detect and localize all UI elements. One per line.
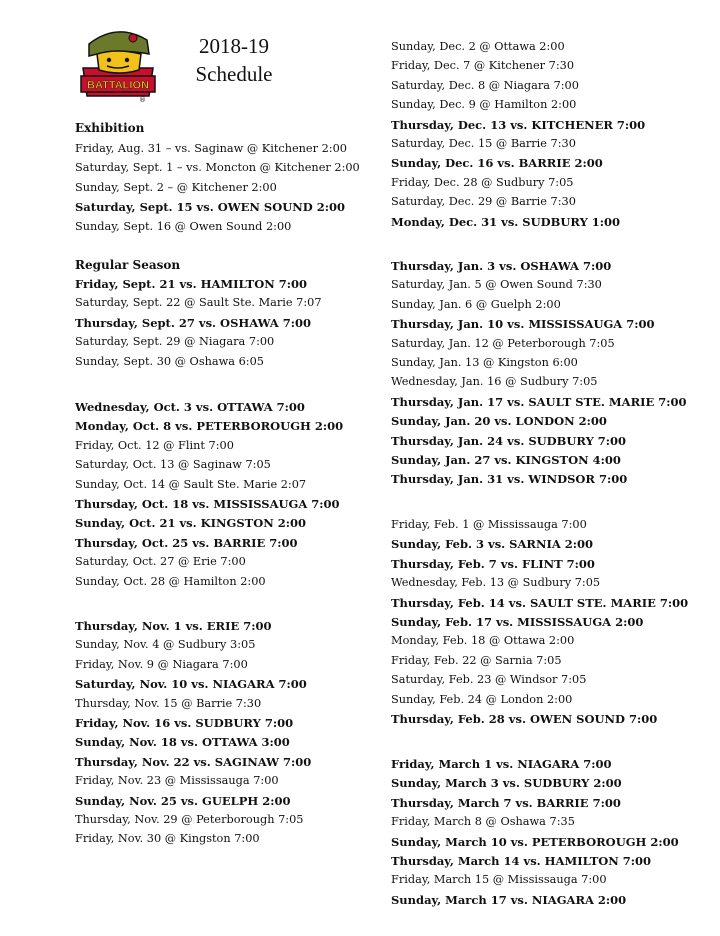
away-game-entry: Saturday, Dec. 8 @ Niagara 7:00: [391, 78, 579, 92]
home-game-entry: Monday, Dec. 31 vs. SUDBURY 1:00: [391, 214, 621, 229]
away-game-entry: Monday, Feb. 18 @ Ottawa 2:00: [391, 634, 575, 648]
home-game-entry: Friday, Sept. 21 vs. HAMILTON 7:00: [75, 277, 308, 291]
home-game-entry: Thursday, Oct. 25 vs. BARRIE 7:00: [75, 535, 298, 550]
away-game-entry: Friday, Aug. 31 – vs. Saginaw @ Kitchener 2:00: [75, 142, 347, 155]
away-game-entry: Friday, Nov. 23 @ Mississauga 7:00: [75, 774, 279, 788]
home-game-entry: Thursday, Feb. 28 vs. OWEN SOUND 7:00: [391, 712, 658, 726]
away-game-entry: Saturday, Sept. 29 @ Niagara 7:00: [75, 335, 275, 349]
away-game-entry: Friday, March 8 @ Oshawa 7:35: [391, 815, 575, 829]
home-game-entry: Thursday, Sept. 27 vs. OSHAWA 7:00: [75, 315, 311, 330]
home-game-entry: Sunday, Feb. 17 vs. MISSISSAUGA 2:00: [391, 615, 644, 629]
home-game-entry: Thursday, Jan. 24 vs. SUDBURY 7:00: [391, 433, 627, 448]
logo-registered-mark: ®: [139, 96, 146, 104]
schedule-title: [184, 32, 284, 88]
away-game-entry: Saturday, Sept. 1 – vs. Moncton @ Kitchener 2:00: [75, 161, 360, 175]
battalion-logo: [77, 24, 159, 104]
home-game-entry: Saturday, Nov. 10 vs. NIAGARA 7:00: [75, 677, 307, 692]
home-game-entry: Sunday, March 3 vs. SUDBURY 2:00: [391, 776, 622, 791]
home-game-entry: Sunday, March 17 vs. NIAGARA 2:00: [391, 892, 627, 907]
away-game-entry: Sunday, Sept. 16 @ Owen Sound 2:00: [75, 219, 292, 233]
home-game-entry: Saturday, Sept. 15 vs. OWEN SOUND 2:00: [75, 200, 346, 215]
away-game-entry: Saturday, Sept. 22 @ Sault Ste. Marie 7:07: [75, 296, 322, 310]
home-game-entry: Friday, March 1 vs. NIAGARA 7:00: [391, 757, 612, 771]
home-game-entry: Thursday, Feb. 14 vs. SAULT STE. MARIE 7:00: [391, 595, 689, 610]
home-game-entry: Monday, Oct. 8 vs. PETERBOROUGH 2:00: [75, 419, 344, 434]
away-game-entry: Sunday, Sept. 30 @ Oshawa 6:05: [75, 354, 264, 368]
home-game-entry: Thursday, Jan. 10 vs. MISSISSAUGA 7:00: [391, 317, 655, 332]
away-game-entry: Sunday, Dec. 9 @ Hamilton 2:00: [391, 98, 577, 112]
away-game-entry: Saturday, Feb. 23 @ Windsor 7:05: [391, 673, 587, 687]
home-game-entry: Thursday, Nov. 1 vs. ERIE 7:00: [75, 619, 272, 633]
season-label: 2018-19: [199, 34, 269, 58]
away-game-entry: Friday, Feb. 22 @ Sarnia 7:05: [391, 653, 562, 667]
away-game-entry: Friday, Nov. 9 @ Niagara 7:00: [75, 657, 248, 671]
away-game-entry: Friday, Nov. 30 @ Kingston 7:00: [75, 832, 260, 846]
away-game-entry: Sunday, Nov. 4 @ Sudbury 3:05: [75, 638, 256, 652]
away-game-entry: Sunday, Oct. 14 @ Sault Ste. Marie 2:07: [75, 477, 307, 491]
section-heading: Regular Season: [75, 258, 181, 272]
home-game-entry: Thursday, Jan. 3 vs. OSHAWA 7:00: [391, 259, 612, 273]
home-game-entry: Sunday, Dec. 16 vs. BARRIE 2:00: [391, 156, 603, 171]
away-game-entry: Friday, Feb. 1 @ Mississauga 7:00: [391, 518, 587, 531]
home-game-entry: Friday, Nov. 16 vs. SUDBURY 7:00: [75, 716, 294, 730]
away-game-entry: Wednesday, Jan. 16 @ Sudbury 7:05: [391, 375, 598, 389]
away-game-entry: Sunday, Jan. 13 @ Kingston 6:00: [391, 356, 578, 369]
home-game-entry: Thursday, March 14 vs. HAMILTON 7:00: [391, 854, 652, 868]
away-game-entry: Sunday, Oct. 28 @ Hamilton 2:00: [75, 574, 266, 588]
away-game-entry: Saturday, Oct. 13 @ Saginaw 7:05: [75, 458, 271, 472]
away-game-entry: Saturday, Dec. 29 @ Barrie 7:30: [391, 195, 576, 209]
home-game-entry: Sunday, March 10 vs. PETERBOROUGH 2:00: [391, 834, 679, 849]
away-game-entry: Friday, March 15 @ Mississauga 7:00: [391, 873, 607, 887]
home-game-entry: Sunday, Nov. 18 vs. OTTAWA 3:00: [75, 735, 290, 750]
away-game-entry: Saturday, Oct. 27 @ Erie 7:00: [75, 555, 246, 569]
home-game-entry: Thursday, Dec. 13 vs. KITCHENER 7:00: [391, 117, 646, 132]
home-game-entry: Sunday, Nov. 25 vs. GUELPH 2:00: [75, 793, 291, 808]
away-game-entry: Sunday, Sept. 2 – @ Kitchener 2:00: [75, 180, 277, 194]
away-game-entry: Thursday, Nov. 15 @ Barrie 7:30: [75, 696, 262, 710]
section-heading: Exhibition: [75, 121, 145, 135]
away-game-entry: Friday, Oct. 12 @ Flint 7:00: [75, 438, 234, 452]
away-game-entry: Wednesday, Feb. 13 @ Sudbury 7:05: [391, 576, 601, 590]
home-game-entry: Thursday, Nov. 22 vs. SAGINAW 7:00: [75, 754, 312, 769]
home-game-entry: Thursday, March 7 vs. BARRIE 7:00: [391, 795, 621, 810]
away-game-entry: Saturday, Dec. 15 @ Barrie 7:30: [391, 137, 576, 150]
home-game-entry: Thursday, Feb. 7 vs. FLINT 7:00: [391, 556, 595, 571]
home-game-entry: Sunday, Oct. 21 vs. KINGSTON 2:00: [75, 516, 306, 531]
logo-wordmark: BATTALION: [87, 79, 149, 92]
home-game-entry: Sunday, Feb. 3 vs. SARNIA 2:00: [391, 537, 594, 552]
home-game-entry: Sunday, Jan. 27 vs. KINGSTON 4:00: [391, 453, 621, 467]
away-game-entry: Friday, Dec. 28 @ Sudbury 7:05: [391, 175, 574, 189]
home-game-entry: Wednesday, Oct. 3 vs. OTTAWA 7:00: [75, 400, 305, 414]
away-game-entry: Saturday, Jan. 12 @ Peterborough 7:05: [391, 336, 615, 350]
away-game-entry: Sunday, Dec. 2 @ Ottawa 2:00: [391, 40, 565, 53]
home-game-entry: Thursday, Jan. 17 vs. SAULT STE. MARIE 7:00: [391, 394, 687, 409]
home-game-entry: Sunday, Jan. 20 vs. LONDON 2:00: [391, 414, 607, 429]
away-game-entry: Sunday, Jan. 6 @ Guelph 2:00: [391, 297, 561, 311]
home-game-entry: Thursday, Jan. 31 vs. WINDSOR 7:00: [391, 472, 628, 487]
away-game-entry: Sunday, Feb. 24 @ London 2:00: [391, 692, 573, 706]
away-game-entry: Friday, Dec. 7 @ Kitchener 7:30: [391, 59, 575, 73]
away-game-entry: Thursday, Nov. 29 @ Peterborough 7:05: [75, 813, 304, 826]
home-game-entry: Thursday, Oct. 18 vs. MISSISSAUGA 7:00: [75, 497, 340, 511]
schedule-label: Schedule: [195, 62, 273, 86]
away-game-entry: Saturday, Jan. 5 @ Owen Sound 7:30: [391, 278, 602, 292]
